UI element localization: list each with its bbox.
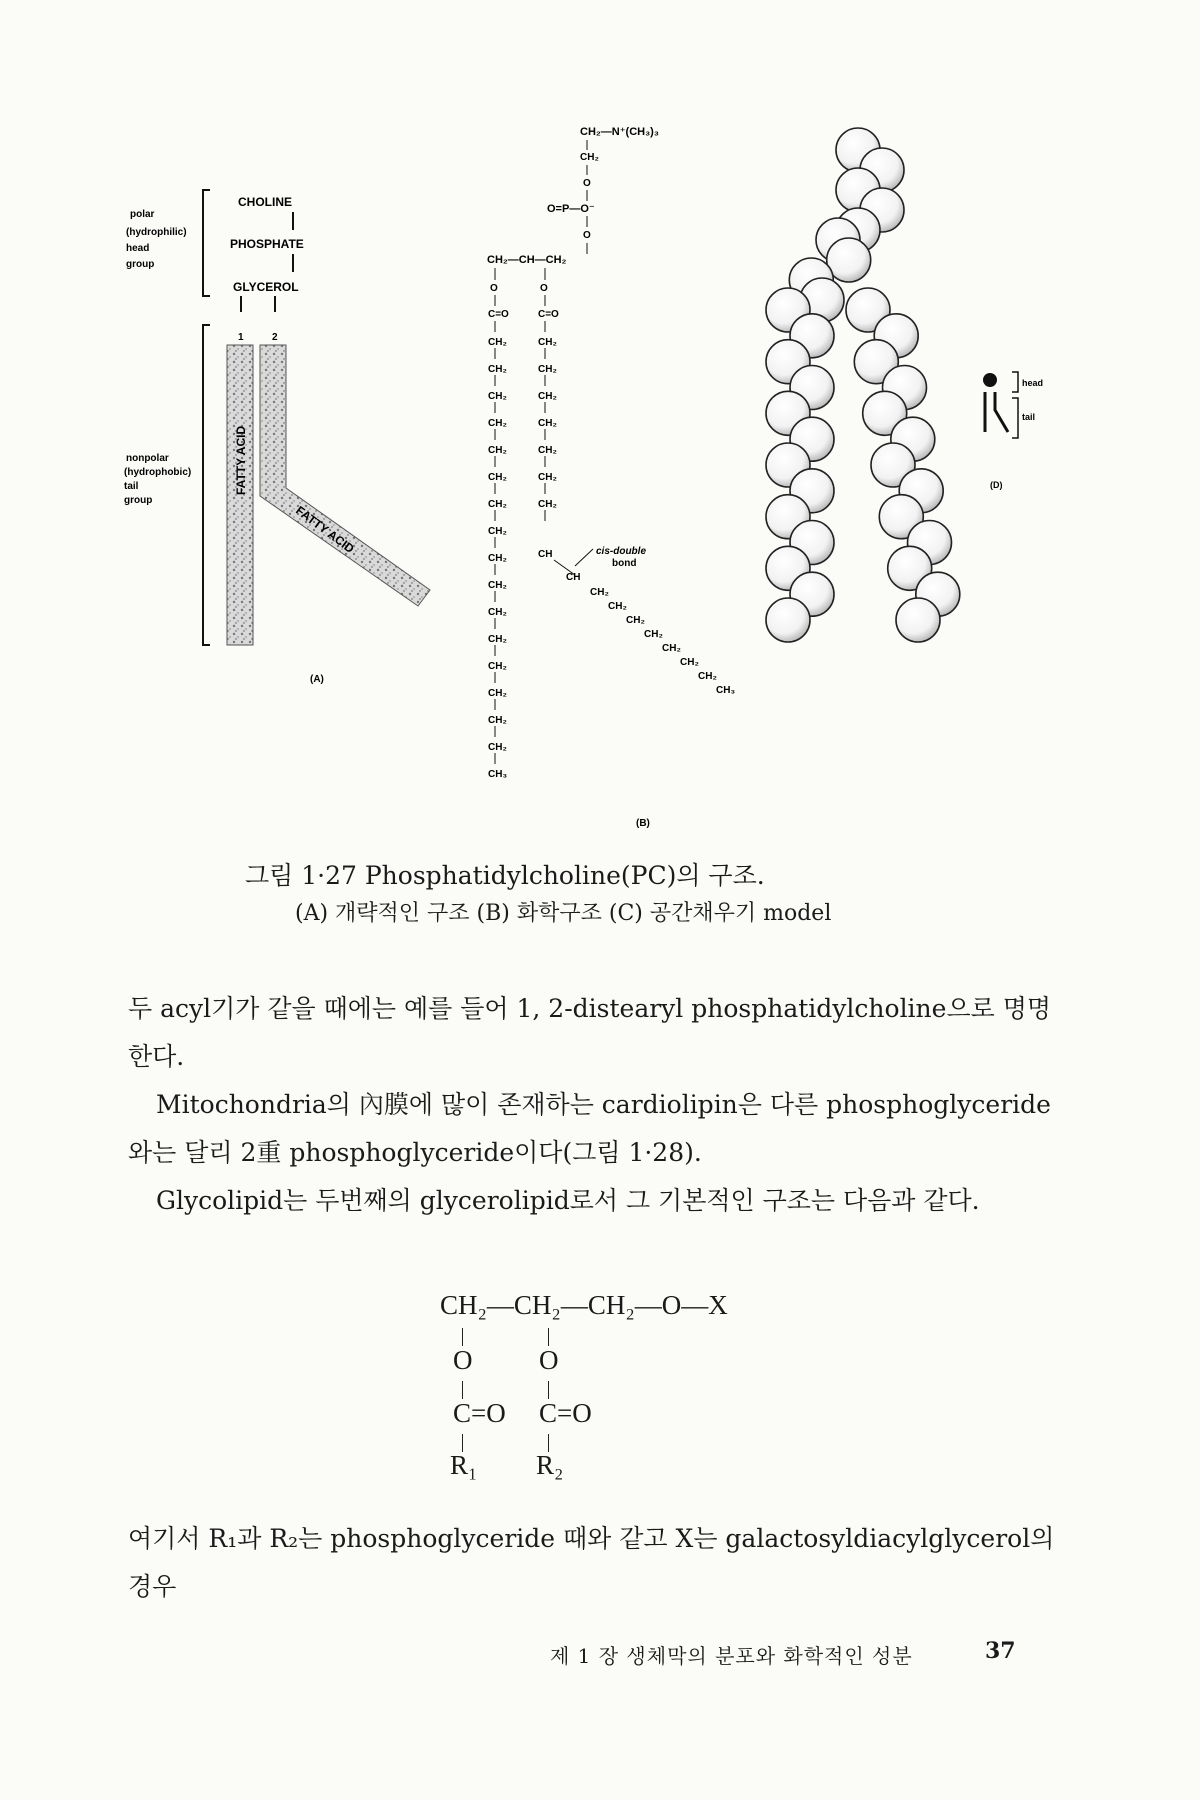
fatty-acid-chain-2	[260, 345, 430, 606]
cis-note-1: cis-double	[596, 546, 647, 557]
ch2-unit: CH₂	[488, 688, 507, 699]
chain-right	[538, 321, 557, 521]
ch2-unit: CH₂	[488, 364, 507, 375]
panel-a-tag: (A)	[310, 674, 324, 685]
ch2-unit: CH₂	[488, 337, 507, 348]
figure-caption-subtitle: (A) 개략적인 구조 (B) 화학구조 (C) 공간채우기 model	[295, 901, 832, 926]
choline-group: CH₂—N⁺(CH₃)₃	[580, 126, 659, 138]
ch2-unit: CH₂	[488, 391, 507, 402]
carbonyl-right: C=O	[538, 309, 559, 320]
head-symbol	[983, 373, 997, 387]
ch2-unit: CH₂	[488, 715, 507, 726]
figure-1-27	[0, 0, 1200, 840]
ch2-unit: CH₂	[488, 661, 507, 672]
polar-bracket	[203, 190, 210, 296]
tail-bracket	[1012, 398, 1018, 438]
formula-backbone: CH₂—CH₂—CH₂—O—X	[440, 1290, 728, 1320]
ch2-unit: CH₂	[488, 634, 507, 645]
paragraph-3: Glycolipid는 두번째의 glycerolipid로서 그 기본적인 구조는 다음과 같다.	[156, 1186, 980, 1215]
o-bottom: O	[583, 230, 591, 241]
paragraph-4: 여기서 R₁과 R₂는 phosphoglyceride 때와 같고 X는 galactosyldiacylglycerol의 경우	[128, 1524, 1055, 1601]
ch2-unit: CH₂	[538, 499, 557, 510]
tail-label: tail	[1022, 412, 1036, 422]
formula-o-right: O	[539, 1345, 559, 1375]
ch2-unit: CH₂	[488, 445, 507, 456]
polar-label-4: group	[126, 259, 155, 270]
body-text-2	[128, 1515, 1058, 1611]
o-top: O	[583, 178, 591, 189]
running-footer: 제 1 장 생체막의 분포와 화학적인 성분	[550, 1644, 913, 1668]
chain-number-2: 2	[272, 332, 278, 343]
ch2-unit: CH₂	[488, 418, 507, 429]
ch2-unit: CH₂	[488, 526, 507, 537]
diagonal-chain	[590, 587, 735, 696]
ch2-unit: CH₂	[662, 643, 681, 654]
ch2-unit: CH₂	[538, 418, 557, 429]
glycerol-backbone: CH₂—CH—CH₂	[487, 254, 567, 266]
panel-d-tag: (D)	[990, 480, 1003, 490]
cis-bond-ch: CH	[538, 549, 553, 560]
panel-a	[124, 190, 430, 685]
bond-1-right	[548, 1328, 549, 1346]
phosphate-group: O=P—O⁻	[547, 203, 595, 215]
ch2-unit: CH₂	[680, 657, 699, 668]
ch2-unit: CH₂	[590, 587, 609, 598]
cis-note-2: bond	[612, 558, 637, 569]
nonpolar-bracket	[203, 325, 210, 645]
ch2-unit: CH₂	[488, 607, 507, 618]
nonpolar-label-1: nonpolar	[126, 453, 169, 464]
glycolipid-formula	[440, 1290, 770, 1480]
ch2-unit: CH₂	[608, 601, 627, 612]
ch2-unit: CH₂	[488, 742, 507, 753]
phosphate-label: PHOSPHATE	[230, 237, 304, 251]
ch2-unit: CH₂	[488, 553, 507, 564]
ch2-top: CH₂	[580, 152, 599, 163]
ch2-unit: CH₂	[626, 615, 645, 626]
atom-sphere	[766, 598, 810, 642]
formula-o-left: O	[453, 1345, 473, 1375]
paragraph-2: Mitochondria의 內膜에 많이 존재하는 cardiolipin은 다른 phosphoglyceride와는 달리 2重 phosphoglyceride이다(그림 1·28).	[128, 1090, 1051, 1167]
ch2-unit: CH₂	[488, 580, 507, 591]
ch2-unit: CH₂	[538, 445, 557, 456]
nonpolar-label-2: (hydrophobic)	[124, 467, 192, 478]
glycerol-label: GLYCEROL	[233, 280, 299, 294]
space-filling-model	[766, 128, 960, 642]
paragraph-1: 두 acyl기가 같을 때에는 예를 들어 1, 2-distearyl phosphatidylcholine으로 명명한다.	[128, 994, 1051, 1071]
head-bracket	[1012, 372, 1018, 392]
atom-sphere	[896, 598, 940, 642]
bond-2-right	[548, 1381, 549, 1399]
ch2-unit: CH₂	[488, 499, 507, 510]
head-label: head	[1022, 378, 1044, 388]
ch2-unit: CH₂	[644, 629, 663, 640]
chain-number-1: 1	[238, 332, 244, 343]
figure-caption-title: 그림 1·27 Phosphatidylcholine(PC)의 구조.	[245, 861, 765, 890]
carbonyl-left: C=O	[488, 309, 509, 320]
bond-1-left	[462, 1328, 463, 1346]
nonpolar-label-3: tail	[124, 481, 139, 492]
nonpolar-label-4: group	[124, 495, 153, 506]
ch2-unit: CH₂	[538, 337, 557, 348]
chain-left	[488, 321, 507, 780]
ch2-unit: CH₂	[698, 671, 717, 682]
formula-r1: R₁	[450, 1450, 478, 1480]
ch2-unit: CH₂	[538, 472, 557, 483]
ch2-unit: CH₂	[538, 364, 557, 375]
formula-carbonyl-right: C=O	[539, 1398, 592, 1428]
polar-label-3: head	[126, 243, 150, 254]
tail-symbol	[985, 392, 1008, 432]
panel-d	[766, 128, 1043, 642]
fatty-acid-label-2: FATTY ACID	[293, 503, 357, 556]
formula-r2: R₂	[536, 1450, 564, 1480]
bond-2-left	[462, 1381, 463, 1399]
body-text	[128, 985, 1058, 1225]
ch2-unit: CH₂	[538, 391, 557, 402]
ester-o-right: O	[540, 283, 548, 294]
ch3-terminal: CH₃	[716, 685, 736, 696]
ester-o-left: O	[490, 283, 498, 294]
polar-label-1: polar	[130, 209, 155, 220]
ch3-terminal: CH₃	[488, 769, 508, 780]
choline-label: CHOLINE	[238, 195, 292, 209]
cis-bond-ch-2: CH	[566, 572, 581, 583]
panel-b-tag: (B)	[636, 818, 650, 829]
fatty-acid-label-1: FATTY ACID	[234, 425, 248, 495]
panel-b	[487, 126, 735, 829]
ch2-unit: CH₂	[488, 472, 507, 483]
formula-carbonyl-left: C=O	[453, 1398, 506, 1428]
page-number: 37	[985, 1638, 1016, 1664]
polar-label-2: (hydrophilic)	[126, 227, 187, 238]
